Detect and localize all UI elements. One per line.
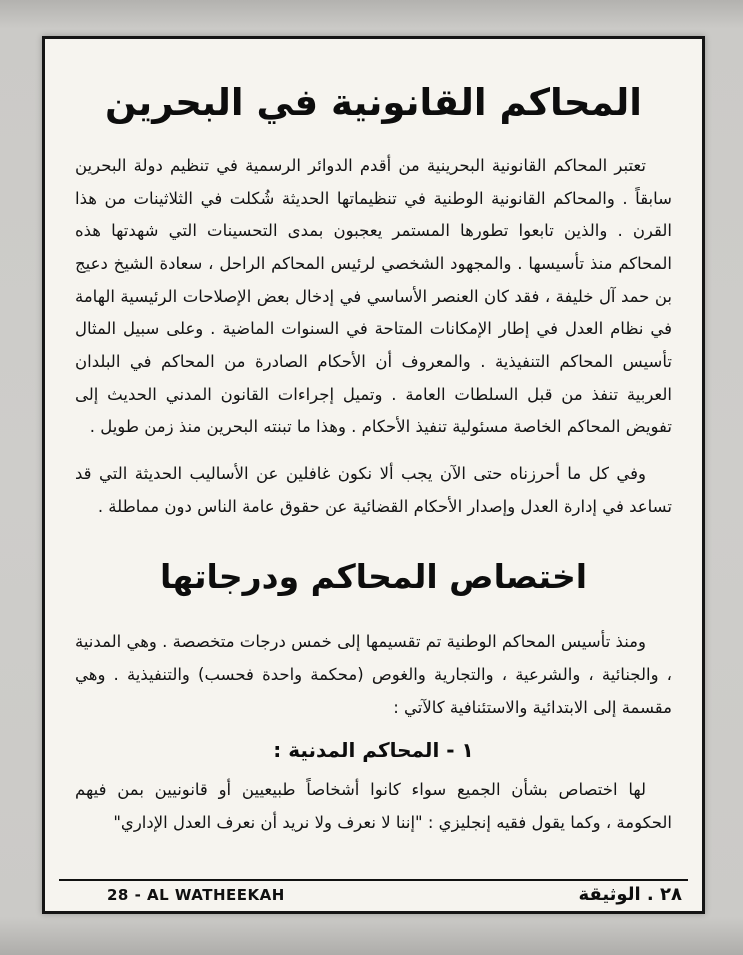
footer-page-number-arabic: ٢٨ . الوثيقة bbox=[578, 884, 682, 905]
intro-paragraph-2: وفي كل ما أحرزناه حتى الآن يجب ألا نكون غافلين عن الأساليب الحديثة التي قد تساعد في إدارة العدل وإصدار الأحكام القضائية عن حقوق عامة الناس دون مماطلة . bbox=[75, 463, 672, 516]
footer-page-number-latin: 28 - AL WATHEEKAH bbox=[107, 885, 285, 904]
page-title: المحاكم القانونية في البحرين bbox=[105, 81, 642, 124]
subsection-heading: ١ - المحاكم المدنية : bbox=[273, 738, 474, 763]
page-footer bbox=[59, 879, 688, 905]
section-heading: اختصاص المحاكم ودرجاتها bbox=[159, 557, 588, 597]
intro-paragraph-1: تعتبر المحاكم القانونية البحرينية من أقدم الدوائر الرسمية في تنظيم دولة البحرين سابقاً . والمحاكم القانونية الوطنية في تنظيماتها الحديثة شُكلت في الثلاثينات من هذا القرن . والذين تابعوا تطورها المستمر يعجبون بمدى التحسينات التي شهدتها هذه المحاكم منذ تأسيسها . والمجهود الشخصي لرئيس المحاكم الراحل ، سعادة الشيخ دعيج بن حمد آل خليفة ، فقد كان العنصر الأساسي في إدخال بعض الإصلاحات الرئيسية الهامة في نظام العدل في إطار الإمكانات المتاحة في السنوات الماضية . وعلى سبيل المثال تأسيس المحاكم التنفيذية . والمعروف أن الأحكام الصادرة من المحاكم في البلدان العربية تنفذ من قبل السلطات العامة . وتميل إجراءات القانون المدني الحديث إلى تفويض المحاكم الخاصة مسئولية تنفيذ الأحكام . وهذا ما تبنته البحرين منذ زمن طويل . bbox=[75, 156, 672, 437]
section-paragraph: ومنذ تأسيس المحاكم الوطنية تم تقسيمها إلى خمس درجات متخصصة . وهي المدنية ، والجنائية ، والشرعية ، والتجارية والغوص (محكمة واحدة فحسب) والتنفيذية . وهي مقسمة إلى الابتدائية والاستئنافية كالآتي : bbox=[74, 632, 672, 717]
subsection-paragraph: لها اختصاص بشأن الجميع سواء كانوا أشخاصاً طبيعيين أو قانونيين بمن فيهم الحكومة ، وكما يقول فقيه إنجليزي : "إننا لا نعرف ولا نريد أن نعرف العدل الإداري" bbox=[75, 780, 672, 832]
document-page bbox=[42, 36, 705, 914]
